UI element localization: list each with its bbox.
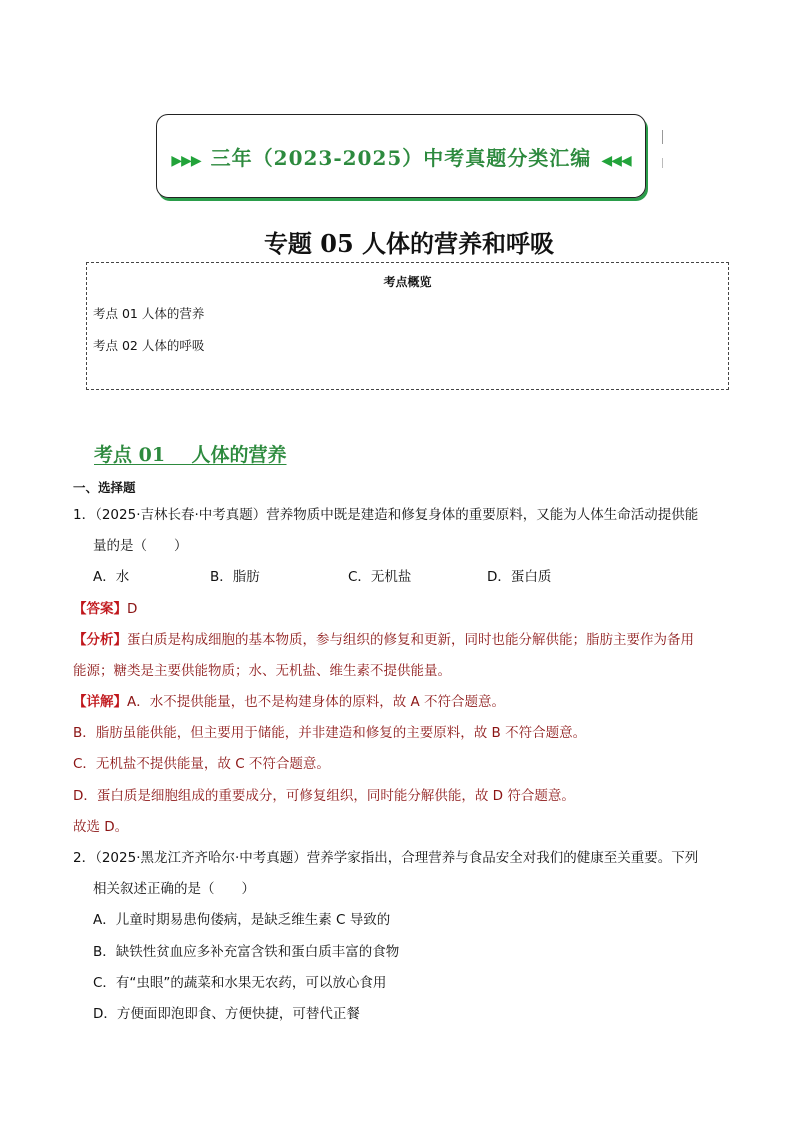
analysis-text: 蛋白质是构成细胞的基本物质，参与组织的修复和更新，同时也能分解供能；脂肪主要作为备用	[127, 632, 694, 648]
option-d: D．蛋白质	[487, 569, 552, 585]
banner-title: 三年（2023-2025）中考真题分类汇编	[210, 145, 592, 170]
question-stem: 1．（2025·吉林长春·中考真题）营养物质中既是建造和修复身体的重要原料，又能为人体生命活动提供能	[73, 507, 699, 523]
option-a: A．儿童时期易患佝偻病，是缺乏维生素 C 导致的	[93, 912, 391, 928]
detail-text: C．无机盐不提供能量，故 C 不符合题意。	[73, 756, 330, 772]
option-b: B．缺铁性贫血应多补充富含铁和蛋白质丰富的食物	[93, 944, 400, 960]
analysis-label: 【分析】	[73, 632, 127, 648]
option-a: A．水	[93, 569, 130, 585]
option-b: B．脂肪	[210, 569, 260, 585]
answer-value: D	[127, 601, 138, 617]
overview-box	[86, 262, 729, 390]
section-heading: 考点 01 人体的营养	[94, 444, 287, 466]
banner-edge-mark	[662, 158, 663, 168]
detail-text: B．脂肪虽能供能，但主要用于储能，并非建造和修复的主要原料，故 B 不符合题意。	[73, 725, 587, 741]
option-d: D．方便面即泡即食、方便快捷，可替代正餐	[93, 1006, 360, 1022]
option-c: C．有“虫眼”的蔬菜和水果无农药，可以放心食用	[93, 975, 387, 991]
answer-line	[73, 597, 137, 617]
banner-title-line	[161, 142, 640, 171]
banner-edge-mark	[662, 130, 663, 144]
detail-text: D．蛋白质是细胞组成的重要成分，可修复组织，同时能分解供能，故 D 符合题意。	[73, 788, 575, 804]
detail-text: A．水不提供能量，也不是构建身体的原料，故 A 不符合题意。	[127, 694, 506, 710]
option-c: C．无机盐	[348, 569, 412, 585]
detail-label: 【详解】	[73, 694, 127, 710]
question-stem: 2．（2025·黑龙江齐齐哈尔·中考真题）营养学家指出，合理营养与食品安全对我们的健康至关重要。下列	[73, 850, 699, 866]
question-stem: 量的是（ ）	[93, 538, 188, 554]
conclusion-text: 故选 D。	[73, 819, 129, 835]
analysis-text: 能源；糖类是主要供能物质；水、无机盐、维生素不提供能量。	[73, 663, 451, 679]
overview-item[interactable]: 考点 02 人体的呼吸	[93, 338, 205, 353]
title-banner	[156, 114, 646, 198]
answer-label: 【答案】	[73, 601, 127, 617]
right-arrows-icon: ▶▶▶	[171, 152, 201, 169]
detail-line	[73, 690, 505, 710]
analysis-line	[73, 628, 694, 648]
overview-item[interactable]: 考点 01 人体的营养	[93, 306, 205, 321]
topic-title: 专题 05 人体的营养和呼吸	[263, 229, 555, 258]
question-stem: 相关叙述正确的是（ ）	[93, 881, 255, 897]
overview-title: 考点概览	[383, 275, 432, 289]
section-subheading: 一、选择题	[73, 480, 136, 495]
left-arrows-icon: ◀◀◀	[601, 152, 631, 169]
